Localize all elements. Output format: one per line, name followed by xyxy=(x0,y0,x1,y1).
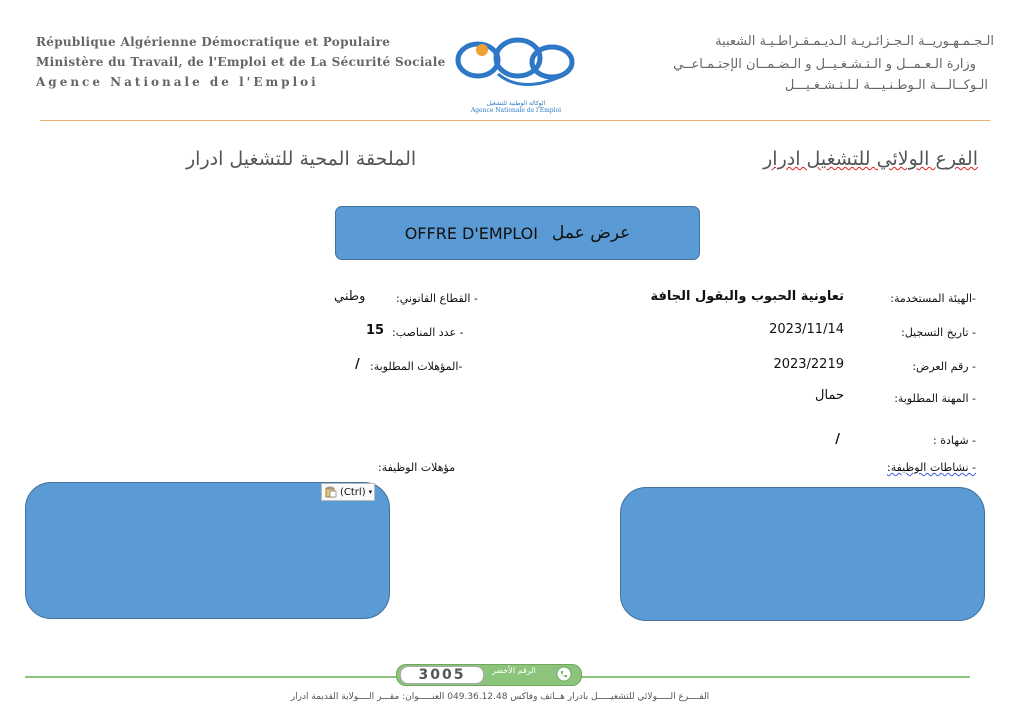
required-qualifications-value: / xyxy=(355,357,360,372)
header-fr-line-2: Ministère du Travail, de l'Emploi et de La Sécurité Sociale xyxy=(36,55,446,69)
job-qualifications-label: مؤهلات الوظيفة: xyxy=(378,461,456,474)
header-fr-line-1: République Algérienne Démocratique et Populaire xyxy=(36,35,391,49)
positions-count-value: 15 xyxy=(366,323,385,338)
required-qualifications-label: -المؤهلات المطلوبة: xyxy=(370,360,463,373)
footer-line-right xyxy=(580,676,970,678)
profession-label: - المهنة المطلوبة: xyxy=(894,392,976,405)
job-qualifications-box[interactable] xyxy=(25,482,390,619)
job-activities-label: - نشاطات الوظيفة: xyxy=(887,461,976,474)
positions-count-label: - عدد المناصب: xyxy=(392,326,464,339)
header-ar-line-1: الـجـمـهـوريــة الـجـزائـريـة الـديـمـقـراطـيـة الشعبية xyxy=(715,34,994,49)
employer-label: -الهيئة المستخدمة: xyxy=(890,292,976,305)
phone-icon xyxy=(556,666,572,686)
certificate-label: - شهادة : xyxy=(933,434,976,447)
offer-title-box xyxy=(335,206,700,260)
header-ar-line-2: وزارة الـعـمــل و الـتـشـغـيــل و الـضـمــان الإجتـمـاعــي xyxy=(673,57,976,72)
green-number-label: الرقم الأخضر xyxy=(492,666,536,675)
employer-value: تعاونية الحبوب والبقول الجافة xyxy=(650,289,844,304)
registration-date-value: 2023/11/14 xyxy=(769,322,844,337)
logo-caption-fr: Agence Nationale de l'Emploi xyxy=(470,107,562,114)
job-activities-box[interactable] xyxy=(620,487,985,621)
paste-options-button[interactable] xyxy=(321,483,375,501)
registration-date-label: - تاريخ التسجيل: xyxy=(901,326,976,339)
certificate-value: / xyxy=(835,432,840,447)
branch-right-title: الفرع الولائي للتشغيل ادرار xyxy=(763,148,978,170)
paste-options-label: (Ctrl) xyxy=(340,486,366,498)
logo-caption-ar: الوكالة الوطنية للتشغيل xyxy=(486,100,546,107)
green-number-value: 3005 xyxy=(400,666,484,684)
offer-number-value: 2023/2219 xyxy=(773,357,844,372)
clipboard-icon xyxy=(325,486,337,498)
agency-logo-icon xyxy=(452,30,580,96)
header-fr-line-3: Agence Nationale de l'Emploi xyxy=(36,75,319,89)
offer-title-ar: عرض عمل xyxy=(551,223,631,243)
legal-sector-label: - القطاع القانوني: xyxy=(396,292,478,305)
profession-value: حمال xyxy=(815,388,844,403)
offer-title-fr: OFFRE D'EMPLOI xyxy=(404,223,538,243)
legal-sector-value: وطني xyxy=(334,289,366,304)
footer-address: الفــــرع الـــــولائي للتشغيـــــل بادرار هــاتف وفاكس 049.36.12.48 العنـــــوان: مقـــر الــــولاية القديمة ادرار xyxy=(290,692,710,702)
footer-line-left xyxy=(25,676,397,678)
agency-logo xyxy=(452,30,580,112)
header-ar-line-3: الـوكــالـــة الـوطـنـيـــة لـلـتـشـغـيـــل xyxy=(784,78,988,93)
branch-left-title: الملحقة المحية للتشغيل ادرار xyxy=(186,148,417,170)
chevron-down-icon: ▾ xyxy=(368,488,373,496)
offer-number-label: - رقم العرض: xyxy=(912,360,976,373)
header-divider xyxy=(40,120,990,121)
